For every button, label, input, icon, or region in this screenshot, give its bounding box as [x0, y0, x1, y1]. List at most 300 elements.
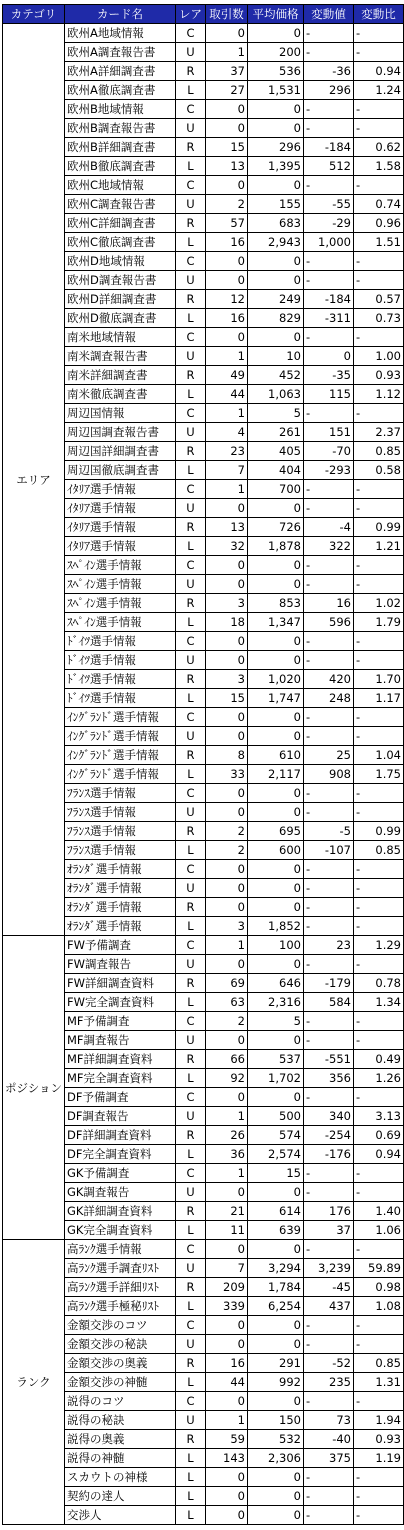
card-name-cell: 欧州C徹底調査書: [64, 233, 175, 252]
trade-count-cell: 11: [205, 1221, 247, 1240]
change-value-cell: -311: [303, 309, 353, 328]
category-cell: エリア: [3, 24, 65, 936]
change-value-cell: -: [303, 898, 353, 917]
card-name-cell: 契約の達人: [64, 1487, 175, 1506]
rarity-cell: R: [175, 974, 205, 993]
change-value-cell: -: [303, 727, 353, 746]
change-value-cell: -: [303, 1012, 353, 1031]
rarity-cell: U: [175, 1259, 205, 1278]
trade-count-cell: 0: [205, 119, 247, 138]
change-ratio-cell: 1.02: [353, 594, 403, 613]
rarity-cell: C: [175, 24, 205, 43]
change-ratio-cell: 3.13: [353, 1107, 403, 1126]
change-value-cell: 296: [303, 81, 353, 100]
card-name-cell: 説得のコツ: [64, 1392, 175, 1411]
rarity-cell: C: [175, 328, 205, 347]
trade-count-cell: 0: [205, 860, 247, 879]
trade-count-cell: 1: [205, 480, 247, 499]
rarity-cell: L: [175, 841, 205, 860]
rarity-cell: U: [175, 1335, 205, 1354]
rarity-cell: U: [175, 803, 205, 822]
header-category: カテゴリ: [3, 5, 65, 24]
rarity-cell: R: [175, 138, 205, 157]
trade-count-cell: 0: [205, 784, 247, 803]
trade-count-cell: 16: [205, 233, 247, 252]
rarity-cell: R: [175, 1430, 205, 1449]
card-name-cell: 周辺国情報: [64, 404, 175, 423]
average-price-cell: 0: [247, 1392, 303, 1411]
trade-count-cell: 0: [205, 1468, 247, 1487]
change-ratio-cell: -: [353, 1183, 403, 1202]
rarity-cell: U: [175, 423, 205, 442]
change-value-cell: -: [303, 1335, 353, 1354]
trade-count-cell: 21: [205, 1202, 247, 1221]
trade-count-cell: 0: [205, 176, 247, 195]
average-price-cell: 3,294: [247, 1259, 303, 1278]
trade-count-cell: 1: [205, 1164, 247, 1183]
change-ratio-cell: 0.98: [353, 1278, 403, 1297]
rarity-cell: L: [175, 1069, 205, 1088]
average-price-cell: 610: [247, 746, 303, 765]
card-name-cell: 南米詳細調査書: [64, 366, 175, 385]
rarity-cell: C: [175, 1316, 205, 1335]
change-value-cell: 16: [303, 594, 353, 613]
change-value-cell: -5: [303, 822, 353, 841]
card-name-cell: 説得の神髄: [64, 1449, 175, 1468]
change-ratio-cell: 1.00: [353, 347, 403, 366]
average-price-cell: 683: [247, 214, 303, 233]
trade-count-cell: 16: [205, 309, 247, 328]
average-price-cell: 0: [247, 1506, 303, 1525]
average-price-cell: 0: [247, 328, 303, 347]
average-price-cell: 404: [247, 461, 303, 480]
rarity-cell: C: [175, 252, 205, 271]
card-name-cell: GK詳細調査資料: [64, 1202, 175, 1221]
trade-count-cell: 0: [205, 1316, 247, 1335]
change-ratio-cell: 1.17: [353, 689, 403, 708]
rarity-cell: L: [175, 613, 205, 632]
trade-count-cell: 0: [205, 556, 247, 575]
rarity-cell: C: [175, 1392, 205, 1411]
change-ratio-cell: -: [353, 271, 403, 290]
change-ratio-cell: 0.74: [353, 195, 403, 214]
change-ratio-cell: 1.08: [353, 1297, 403, 1316]
rarity-cell: C: [175, 100, 205, 119]
rarity-cell: L: [175, 765, 205, 784]
average-price-cell: 5: [247, 1012, 303, 1031]
average-price-cell: 0: [247, 651, 303, 670]
card-name-cell: 周辺国徹底調査書: [64, 461, 175, 480]
trade-count-cell: 7: [205, 1259, 247, 1278]
rarity-cell: C: [175, 556, 205, 575]
trade-count-cell: 1: [205, 1411, 247, 1430]
change-ratio-cell: -: [353, 1487, 403, 1506]
rarity-cell: L: [175, 689, 205, 708]
card-name-cell: 欧州A調査報告書: [64, 43, 175, 62]
change-value-cell: -: [303, 651, 353, 670]
change-value-cell: 115: [303, 385, 353, 404]
rarity-cell: C: [175, 784, 205, 803]
card-name-cell: ｲﾀﾘｱ選手情報: [64, 518, 175, 537]
change-ratio-cell: 1.51: [353, 233, 403, 252]
trade-count-cell: 16: [205, 1354, 247, 1373]
average-price-cell: 536: [247, 62, 303, 81]
average-price-cell: 0: [247, 708, 303, 727]
change-ratio-cell: -: [353, 784, 403, 803]
trade-count-cell: 0: [205, 499, 247, 518]
rarity-cell: L: [175, 1145, 205, 1164]
change-ratio-cell: 0.93: [353, 1430, 403, 1449]
average-price-cell: 155: [247, 195, 303, 214]
trade-count-cell: 0: [205, 708, 247, 727]
card-name-cell: FW詳細調査資料: [64, 974, 175, 993]
rarity-cell: R: [175, 1126, 205, 1145]
change-ratio-cell: 0.57: [353, 290, 403, 309]
change-ratio-cell: -: [353, 651, 403, 670]
card-name-cell: 欧州D詳細調査書: [64, 290, 175, 309]
change-value-cell: -: [303, 632, 353, 651]
change-ratio-cell: -: [353, 24, 403, 43]
average-price-cell: 0: [247, 556, 303, 575]
trade-count-cell: 1: [205, 1107, 247, 1126]
card-name-cell: ﾌﾗﾝｽ選手情報: [64, 803, 175, 822]
change-ratio-cell: 0.73: [353, 309, 403, 328]
rarity-cell: R: [175, 366, 205, 385]
trade-count-cell: 0: [205, 1031, 247, 1050]
rarity-cell: U: [175, 1107, 205, 1126]
card-name-cell: DF詳細調査資料: [64, 1126, 175, 1145]
header-row: [3, 5, 404, 24]
table-body: [3, 24, 404, 1525]
average-price-cell: 0: [247, 955, 303, 974]
average-price-cell: 0: [247, 1088, 303, 1107]
change-ratio-cell: -: [353, 404, 403, 423]
change-ratio-cell: -: [353, 803, 403, 822]
card-name-cell: スカウトの神様: [64, 1468, 175, 1487]
change-value-cell: -: [303, 1240, 353, 1259]
rarity-cell: U: [175, 499, 205, 518]
card-name-cell: 南米調査報告書: [64, 347, 175, 366]
change-value-cell: 151: [303, 423, 353, 442]
rarity-cell: L: [175, 1373, 205, 1392]
change-value-cell: -: [303, 100, 353, 119]
trade-count-cell: 57: [205, 214, 247, 233]
average-price-cell: 2,117: [247, 765, 303, 784]
average-price-cell: 249: [247, 290, 303, 309]
card-name-cell: MF予備調査: [64, 1012, 175, 1031]
change-ratio-cell: -: [353, 1240, 403, 1259]
average-price-cell: 829: [247, 309, 303, 328]
average-price-cell: 0: [247, 1183, 303, 1202]
card-name-cell: 欧州D調査報告書: [64, 271, 175, 290]
card-name-cell: FW完全調査資料: [64, 993, 175, 1012]
trade-count-cell: 0: [205, 575, 247, 594]
change-value-cell: -: [303, 1392, 353, 1411]
change-value-cell: -: [303, 879, 353, 898]
card-name-cell: MF完全調査資料: [64, 1069, 175, 1088]
rarity-cell: C: [175, 1012, 205, 1031]
trade-count-cell: 15: [205, 689, 247, 708]
trade-count-cell: 3: [205, 594, 247, 613]
trade-count-cell: 0: [205, 1487, 247, 1506]
card-name-cell: 高ﾗﾝｸ選手調査ﾘｽﾄ: [64, 1259, 175, 1278]
change-ratio-cell: 1.12: [353, 385, 403, 404]
rarity-cell: C: [175, 1164, 205, 1183]
average-price-cell: 261: [247, 423, 303, 442]
header-average-price: 平均価格: [247, 5, 303, 24]
trade-count-cell: 32: [205, 537, 247, 556]
average-price-cell: 0: [247, 1031, 303, 1050]
rarity-cell: R: [175, 746, 205, 765]
card-price-table: [2, 4, 404, 1525]
card-name-cell: GK予備調査: [64, 1164, 175, 1183]
change-value-cell: -: [303, 1088, 353, 1107]
change-value-cell: 375: [303, 1449, 353, 1468]
average-price-cell: 0: [247, 1468, 303, 1487]
card-name-cell: GK完全調査資料: [64, 1221, 175, 1240]
rarity-cell: L: [175, 385, 205, 404]
change-ratio-cell: -: [353, 955, 403, 974]
average-price-cell: 1,852: [247, 917, 303, 936]
change-ratio-cell: 0.94: [353, 1145, 403, 1164]
card-name-cell: 南米徹底調査書: [64, 385, 175, 404]
rarity-cell: L: [175, 1506, 205, 1525]
card-name-cell: 金額交渉の神髄: [64, 1373, 175, 1392]
change-value-cell: 25: [303, 746, 353, 765]
change-ratio-cell: -: [353, 556, 403, 575]
average-price-cell: 0: [247, 898, 303, 917]
rarity-cell: U: [175, 43, 205, 62]
change-ratio-cell: -: [353, 1031, 403, 1050]
average-price-cell: 2,943: [247, 233, 303, 252]
card-name-cell: 周辺国調査報告書: [64, 423, 175, 442]
trade-count-cell: 27: [205, 81, 247, 100]
change-ratio-cell: 1.70: [353, 670, 403, 689]
change-value-cell: -: [303, 1164, 353, 1183]
card-name-cell: ｲﾝｸﾞﾗﾝﾄﾞ選手情報: [64, 765, 175, 784]
change-value-cell: -: [303, 252, 353, 271]
change-ratio-cell: 1.58: [353, 157, 403, 176]
change-value-cell: -29: [303, 214, 353, 233]
average-price-cell: 0: [247, 632, 303, 651]
card-name-cell: ｽﾍﾟｲﾝ選手情報: [64, 594, 175, 613]
change-ratio-cell: -: [353, 1316, 403, 1335]
trade-count-cell: 339: [205, 1297, 247, 1316]
card-name-cell: ｲﾀﾘｱ選手情報: [64, 537, 175, 556]
average-price-cell: 1,347: [247, 613, 303, 632]
rarity-cell: C: [175, 404, 205, 423]
change-ratio-cell: 1.06: [353, 1221, 403, 1240]
change-value-cell: -: [303, 917, 353, 936]
rarity-cell: R: [175, 822, 205, 841]
rarity-cell: R: [175, 1354, 205, 1373]
change-value-cell: -: [303, 575, 353, 594]
header-change-ratio: 変動比: [353, 5, 403, 24]
trade-count-cell: 18: [205, 613, 247, 632]
rarity-cell: U: [175, 1031, 205, 1050]
change-ratio-cell: -: [353, 328, 403, 347]
change-value-cell: -: [303, 1183, 353, 1202]
card-name-cell: 周辺国詳細調査書: [64, 442, 175, 461]
change-ratio-cell: 1.04: [353, 746, 403, 765]
card-name-cell: ｽﾍﾟｲﾝ選手情報: [64, 613, 175, 632]
rarity-cell: L: [175, 81, 205, 100]
average-price-cell: 646: [247, 974, 303, 993]
trade-count-cell: 0: [205, 632, 247, 651]
change-ratio-cell: -: [353, 632, 403, 651]
average-price-cell: 600: [247, 841, 303, 860]
trade-count-cell: 0: [205, 328, 247, 347]
average-price-cell: 0: [247, 100, 303, 119]
average-price-cell: 296: [247, 138, 303, 157]
card-name-cell: ﾌﾗﾝｽ選手情報: [64, 841, 175, 860]
trade-count-cell: 0: [205, 24, 247, 43]
trade-count-cell: 2: [205, 841, 247, 860]
rarity-cell: U: [175, 271, 205, 290]
rarity-cell: L: [175, 1487, 205, 1506]
change-value-cell: 73: [303, 1411, 353, 1430]
table-row: [3, 1240, 404, 1259]
trade-count-cell: 0: [205, 803, 247, 822]
card-name-cell: ｽﾍﾟｲﾝ選手情報: [64, 556, 175, 575]
change-value-cell: 0: [303, 347, 353, 366]
change-ratio-cell: -: [353, 1164, 403, 1183]
rarity-cell: U: [175, 119, 205, 138]
average-price-cell: 452: [247, 366, 303, 385]
change-value-cell: -184: [303, 290, 353, 309]
change-value-cell: 356: [303, 1069, 353, 1088]
card-name-cell: GK調査報告: [64, 1183, 175, 1202]
change-ratio-cell: -: [353, 1012, 403, 1031]
change-ratio-cell: 1.21: [353, 537, 403, 556]
change-value-cell: -: [303, 1468, 353, 1487]
change-ratio-cell: 1.26: [353, 1069, 403, 1088]
change-value-cell: -55: [303, 195, 353, 214]
average-price-cell: 0: [247, 1335, 303, 1354]
change-ratio-cell: 0.94: [353, 62, 403, 81]
rarity-cell: L: [175, 233, 205, 252]
change-value-cell: 420: [303, 670, 353, 689]
header-change-value: 変動値: [303, 5, 353, 24]
change-value-cell: -45: [303, 1278, 353, 1297]
change-ratio-cell: -: [353, 1506, 403, 1525]
change-ratio-cell: 0.62: [353, 138, 403, 157]
average-price-cell: 200: [247, 43, 303, 62]
rarity-cell: R: [175, 1278, 205, 1297]
average-price-cell: 1,063: [247, 385, 303, 404]
change-ratio-cell: 1.19: [353, 1449, 403, 1468]
average-price-cell: 291: [247, 1354, 303, 1373]
trade-count-cell: 59: [205, 1430, 247, 1449]
trade-count-cell: 26: [205, 1126, 247, 1145]
trade-count-cell: 0: [205, 1240, 247, 1259]
change-ratio-cell: 1.79: [353, 613, 403, 632]
trade-count-cell: 2: [205, 1012, 247, 1031]
rarity-cell: U: [175, 955, 205, 974]
card-name-cell: 高ﾗﾝｸ選手詳細ﾘｽﾄ: [64, 1278, 175, 1297]
average-price-cell: 639: [247, 1221, 303, 1240]
trade-count-cell: 0: [205, 1506, 247, 1525]
card-name-cell: ｲﾝｸﾞﾗﾝﾄﾞ選手情報: [64, 708, 175, 727]
card-name-cell: 説得の奥義: [64, 1430, 175, 1449]
change-value-cell: -184: [303, 138, 353, 157]
table-row: [3, 936, 404, 955]
change-ratio-cell: 0.99: [353, 518, 403, 537]
card-name-cell: FW予備調査: [64, 936, 175, 955]
trade-count-cell: 1: [205, 43, 247, 62]
trade-count-cell: 3: [205, 917, 247, 936]
rarity-cell: R: [175, 214, 205, 233]
trade-count-cell: 1: [205, 347, 247, 366]
rarity-cell: L: [175, 309, 205, 328]
change-ratio-cell: -: [353, 1335, 403, 1354]
change-value-cell: -: [303, 328, 353, 347]
trade-count-cell: 15: [205, 138, 247, 157]
category-cell: ポジション: [3, 936, 65, 1240]
card-name-cell: 欧州C地域情報: [64, 176, 175, 195]
change-ratio-cell: -: [353, 480, 403, 499]
card-name-cell: ﾄﾞｲﾂ選手情報: [64, 632, 175, 651]
change-ratio-cell: -: [353, 1392, 403, 1411]
trade-count-cell: 13: [205, 157, 247, 176]
change-value-cell: -: [303, 499, 353, 518]
rarity-cell: C: [175, 176, 205, 195]
card-name-cell: 欧州D徹底調査書: [64, 309, 175, 328]
card-name-cell: ﾄﾞｲﾂ選手情報: [64, 670, 175, 689]
change-ratio-cell: -: [353, 252, 403, 271]
change-ratio-cell: -: [353, 1468, 403, 1487]
average-price-cell: 2,574: [247, 1145, 303, 1164]
trade-count-cell: 44: [205, 1373, 247, 1392]
rarity-cell: C: [175, 1240, 205, 1259]
trade-count-cell: 33: [205, 765, 247, 784]
trade-count-cell: 66: [205, 1050, 247, 1069]
trade-count-cell: 69: [205, 974, 247, 993]
change-ratio-cell: 0.93: [353, 366, 403, 385]
average-price-cell: 15: [247, 1164, 303, 1183]
change-value-cell: -: [303, 480, 353, 499]
change-ratio-cell: 0.99: [353, 822, 403, 841]
average-price-cell: 0: [247, 1316, 303, 1335]
average-price-cell: 0: [247, 1487, 303, 1506]
change-ratio-cell: 0.49: [353, 1050, 403, 1069]
change-ratio-cell: 1.24: [353, 81, 403, 100]
change-ratio-cell: 0.85: [353, 442, 403, 461]
rarity-cell: L: [175, 537, 205, 556]
trade-count-cell: 0: [205, 955, 247, 974]
card-name-cell: ﾌﾗﾝｽ選手情報: [64, 822, 175, 841]
change-ratio-cell: 0.96: [353, 214, 403, 233]
change-ratio-cell: 0.69: [353, 1126, 403, 1145]
average-price-cell: 1,784: [247, 1278, 303, 1297]
card-name-cell: 欧州C詳細調査書: [64, 214, 175, 233]
change-value-cell: 1,000: [303, 233, 353, 252]
change-ratio-cell: -: [353, 708, 403, 727]
change-value-cell: 176: [303, 1202, 353, 1221]
change-ratio-cell: 1.40: [353, 1202, 403, 1221]
average-price-cell: 500: [247, 1107, 303, 1126]
change-value-cell: -: [303, 271, 353, 290]
rarity-cell: L: [175, 1221, 205, 1240]
rarity-cell: R: [175, 594, 205, 613]
rarity-cell: C: [175, 480, 205, 499]
change-value-cell: -107: [303, 841, 353, 860]
trade-count-cell: 0: [205, 1335, 247, 1354]
average-price-cell: 700: [247, 480, 303, 499]
card-name-cell: 欧州A徹底調査書: [64, 81, 175, 100]
change-ratio-cell: -: [353, 898, 403, 917]
change-value-cell: -: [303, 1031, 353, 1050]
